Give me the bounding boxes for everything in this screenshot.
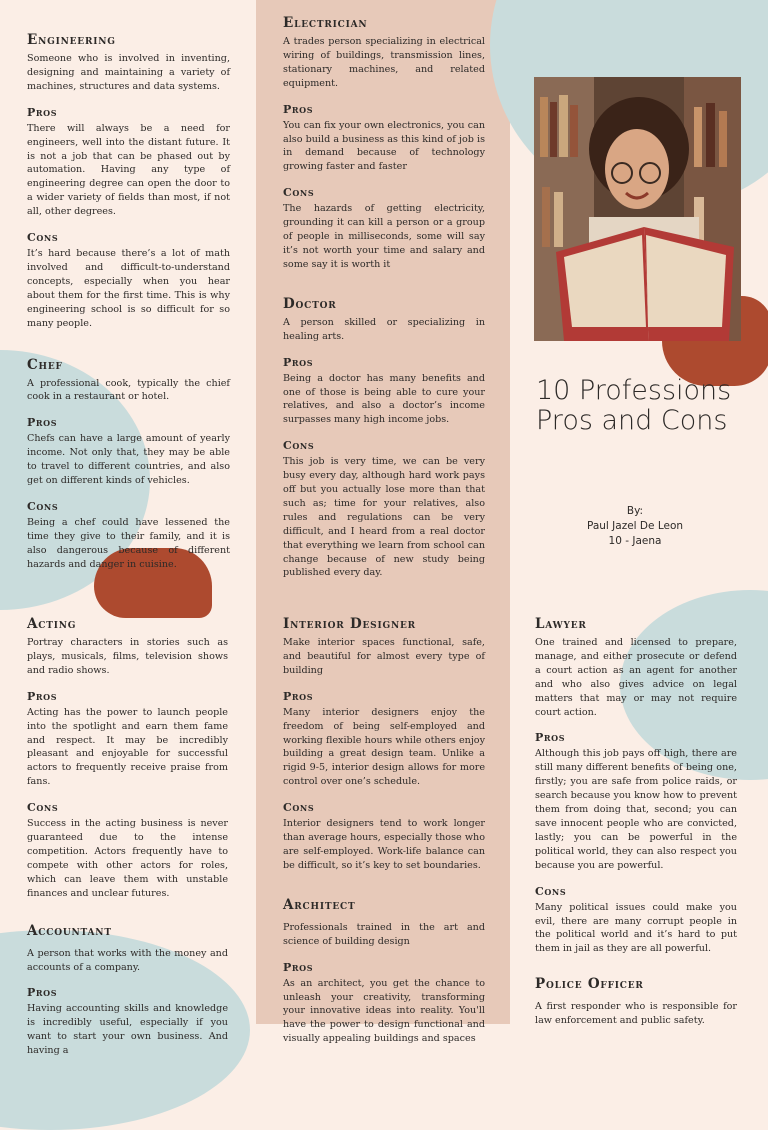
section-engineering — [27, 32, 230, 331]
reading-woman-illustration — [534, 77, 741, 341]
pros-text: Many interior designers enjoy the freedom of being self-employed and working flexible hours while others enjoy building a great design team. Unlike a rigid 9-5, interior design allows for more control over one’s schedule. — [283, 706, 485, 788]
cons-heading: Cons — [27, 801, 59, 815]
section-electrician — [283, 15, 485, 272]
panel-top-left — [27, 32, 230, 590]
byline-author: Paul Jazel De Leon — [586, 520, 684, 532]
byline-by: By: — [626, 505, 644, 517]
pros-text: There will always be a need for engineers, well into the distant future. It is not a job that can be phased out by automation. Having any type of engineering degree can open the door to a wider variety of fields than most, if not all, other degrees. — [27, 122, 230, 218]
profession-description: Portray characters in stories such as plays, musicals, films, television shows and radio shows. — [27, 637, 228, 676]
cons-heading: Cons — [283, 801, 315, 815]
title-line-2: Pros and Cons — [536, 405, 728, 436]
pros-text: Chefs can have a large amount of yearly income. Not only that, they may be able to travel to different countries, and also get on different kinds of vehicles. — [27, 433, 230, 487]
profession-description: A trades person specializing in electrical wiring of buildings, transmission lines, stationary machines, and related equipment. — [283, 36, 485, 89]
section-chef — [27, 357, 230, 572]
pros-heading: Pros — [283, 355, 314, 369]
cons-text: Being a chef could have lessened the time they give to their family, and it is also dangerous because of different hazards and danger in cuisine. — [27, 516, 230, 570]
cons-heading: Cons — [283, 186, 315, 200]
profession-heading: Lawyer — [535, 616, 587, 632]
section-acting — [27, 616, 228, 901]
pros-heading: Pros — [535, 731, 566, 745]
profession-heading: Accountant — [27, 922, 112, 939]
profession-heading: Doctor — [283, 295, 337, 312]
profession-heading: Chef — [27, 356, 63, 373]
pros-text: You can fix your own electronics, you can also build a business as this kind of job is in demand because of technology growing faster and faster — [283, 119, 485, 173]
title-line-1: 10 Professions — [536, 375, 732, 406]
panel-bottom-middle — [283, 616, 485, 1064]
pros-heading: Pros — [27, 986, 58, 1000]
profession-heading: Architect — [283, 896, 356, 913]
profession-description: Someone who is involved in inventing, designing and maintaining a variety of machines, structures and data systems. — [27, 53, 230, 92]
byline — [560, 504, 710, 549]
section-accountant — [27, 923, 228, 1058]
pros-heading: Pros — [27, 689, 58, 703]
cons-heading: Cons — [27, 499, 59, 513]
cons-text: Many political issues could make you evil, there are many corrupt people in the political world and it’s hard to put them in jail as they are all powerful. — [535, 901, 737, 955]
cons-heading: Cons — [535, 884, 567, 898]
profession-description: One trained and licensed to prepare, manage, and either prosecute or defend a court action as an agent for another and who also gives advice on legal matters that may or may not require court action. — [535, 637, 737, 718]
cons-text: It’s hard because there’s a lot of math involved and difficult-to-understand concepts, especially when you hear about them for the first time. This is why engineering school is so difficult for so many people. — [27, 248, 230, 329]
panel-bottom-right — [535, 616, 737, 1046]
pros-heading: Pros — [283, 689, 314, 703]
section-doctor — [283, 296, 485, 581]
profession-heading: Electrician — [283, 15, 368, 31]
pros-text: Acting has the power to launch people into the spotlight and earn them fame and respect. It may be incredibly pleasant and enjoyable for successful actors to frequently receive praise from fans. — [27, 706, 228, 788]
profession-heading: Interior Designer — [283, 616, 416, 632]
pros-heading: Pros — [27, 416, 58, 430]
cons-text: This job is very time, we can be very busy every day, although hard work pays off but you actually lose more than that such as; time for your relatives, also rules and regulations can be very difficult, and I heard from a real doctor that everything we learn from school can change because of new study being published every day. — [283, 456, 485, 579]
profession-heading: Engineering — [27, 32, 116, 48]
section-police-officer — [535, 976, 737, 1028]
profession-description: Make interior spaces functional, safe, and beautiful for almost every type of building — [283, 637, 485, 676]
panel-bottom-left — [27, 616, 228, 1076]
reading-woman-photo — [534, 77, 741, 341]
profession-description: Professionals trained in the art and science of building design — [283, 921, 485, 947]
profession-description: A professional cook, typically the chief cook in a restaurant or hotel. — [27, 377, 230, 403]
profession-description: A person that works with the money and accounts of a company. — [27, 947, 228, 973]
profession-description: A first responder who is responsible for law enforcement and public safety. — [535, 1001, 737, 1027]
profession-heading: Acting — [27, 616, 77, 632]
section-interior-designer — [283, 616, 485, 873]
pros-heading: Pros — [283, 102, 314, 116]
pros-text: Being a doctor has many benefits and one of those is being able to cure your relatives, and also a doctor’s income surpasses many high income jobs. — [283, 372, 485, 426]
cons-text: Success in the acting business is never guaranteed due to the intense competition. Actors frequently have to compete with other actors for roles, which can leave them with unstable finances and unclear futures. — [27, 818, 228, 899]
profession-heading: Police Officer — [535, 976, 644, 993]
cons-heading: Cons — [27, 231, 59, 245]
cons-text: Interior designers tend to work longer than average hours, especially those who are self-employed. Work-life balance can be difficult, so it’s key to set boundaries. — [283, 818, 485, 871]
cons-text: The hazards of getting electricity, grounding it can kill a person or a group of people in milliseconds, some will say it’s not worth your time and salary and some say it is worth it — [283, 203, 485, 270]
panel-top-middle — [283, 15, 485, 598]
pros-heading: Pros — [283, 960, 314, 974]
profession-description: A person skilled or specializing in healing arts. — [283, 316, 485, 342]
brochure-title — [536, 376, 756, 436]
section-lawyer — [535, 616, 737, 956]
pros-text: As an architect, you get the chance to unleash your creativity, transforming your innovative ideas into reality. You'll have the power to design functional and visually appealing buildings and spaces — [283, 977, 485, 1045]
pros-text: Having accounting skills and knowledge is incredibly useful, especially if you want to start your own business. And having a — [27, 1003, 228, 1057]
pros-text: Although this job pays off high, there are still many different benefits of being one, firstly; you are safe from police raids, or search because you know how to prevent them from doing that, second; you can save innocent people who are convicted, lastly; you can be powerful in the political world, they can also respect you because you are powerful. — [535, 748, 737, 871]
pros-heading: Pros — [27, 105, 58, 119]
byline-section: 10 - Jaena — [608, 535, 662, 547]
cons-heading: Cons — [283, 439, 315, 453]
